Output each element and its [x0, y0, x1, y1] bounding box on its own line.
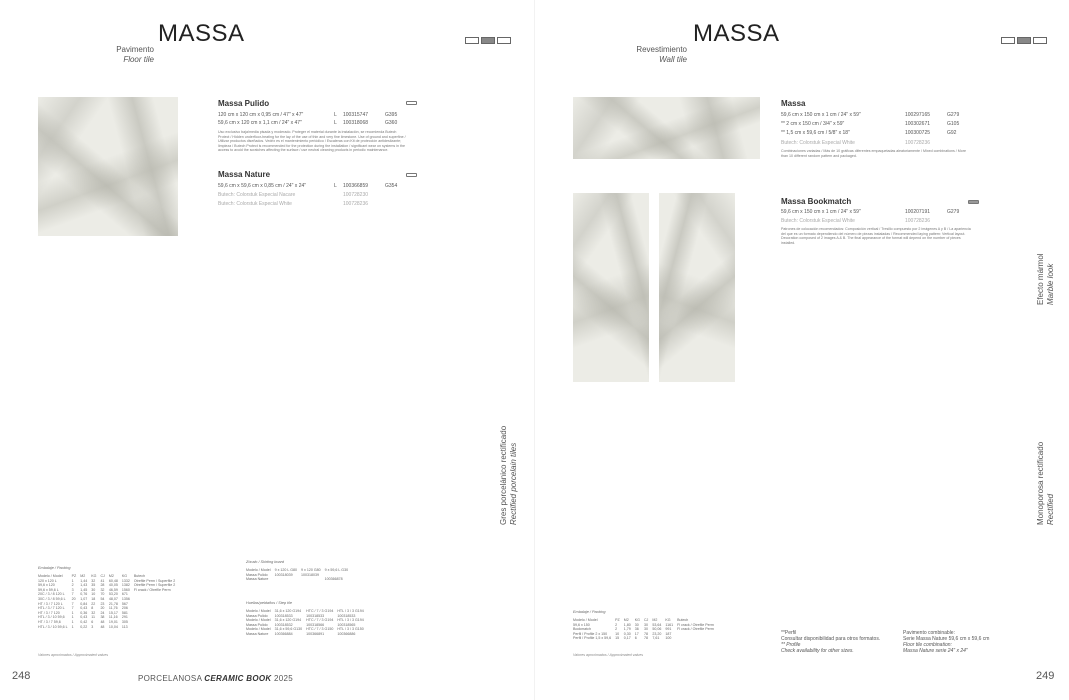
table-cell: 671	[121, 592, 128, 597]
table-cell: 48	[100, 619, 105, 624]
skirting-table	[244, 568, 350, 582]
table-cell: 41	[100, 578, 105, 583]
butech-code: 100728236	[905, 218, 931, 224]
table-cell: Massa Pulido	[246, 613, 268, 618]
table-cell: 0,30	[623, 631, 631, 636]
table-header: 31,6 x 120 G194	[274, 609, 302, 613]
table-cell: 291	[121, 615, 128, 620]
table-cell: 11,76	[108, 606, 118, 611]
combination-footer	[903, 630, 1013, 654]
table-cell: 70	[100, 592, 105, 597]
table-cell: Fl crack / Otrefile Perm	[677, 627, 714, 632]
table-cell: 100	[665, 636, 672, 641]
table-header: Butech	[133, 574, 146, 578]
table-header: Modelo / Model	[246, 568, 271, 572]
size-text: 59,6 cm x 150 cm x 1 cm / 24" x 59"	[781, 112, 861, 118]
table-cell: 30	[634, 622, 639, 627]
profile-note	[781, 630, 891, 654]
look-vertical-label	[1036, 245, 1056, 305]
code-text: 100315747	[343, 112, 369, 118]
table-header: Modelo / Model	[573, 618, 598, 622]
code-text: 100302671	[905, 121, 931, 127]
combination-note: Combinaciones variadas / Más de 10 gráficas diferentes empaquetadas aleatoriamente / Mixed combinations / More than 10 different random pattern and packaged.	[781, 149, 966, 158]
table-header: Modelo / Model	[246, 618, 271, 623]
page-number: 249	[1036, 670, 1055, 682]
table-header: 9 x 120 L G80	[274, 568, 298, 572]
table-header: 31,6 x 59,6 G130	[274, 627, 303, 632]
butech-text: Butech: Colorstuk Especial White	[218, 201, 292, 207]
table-cell: 1	[71, 578, 74, 583]
pack-text: L	[334, 183, 337, 189]
table-cell: 100366878	[324, 577, 343, 582]
butech-code: 100728230	[343, 192, 369, 198]
packing-table	[36, 574, 177, 629]
wall-icon	[1017, 37, 1031, 44]
usage-note: Uso exclusivo baja/media pisada y moderado. Proteger el material durante la instalación, se recomienda Butech Protect / Hidden underfloor-heating for the lay of the use of thin and very fine limestone. Use of ground and superfine / Utilizar productos diseñados. Vedrix es el mantenimiento periódico / Escaleras con Kit de protección antideslizante; limpieza / Butech Protect is recommended for the protection during the installation / significant wear on systems in the access to avoid the scratches affecting the surface / use neutral cleaning products in periodic maintenance.	[218, 130, 406, 153]
floor-icon	[406, 101, 417, 105]
table-cell: 187	[665, 631, 672, 636]
butech-text: Butech: Colorstuk Especial Nacare	[218, 192, 296, 198]
table-cell: 19,01	[108, 619, 118, 624]
table-cell: HTL / 3 / 10 59,6	[38, 615, 65, 620]
size-text: ** 1,5 cm x 59,6 cm / 5/8" x 18"	[781, 130, 850, 136]
table-cell: 0,76	[80, 592, 88, 597]
price-text: G279	[947, 112, 960, 118]
table-cell: 0,43	[80, 615, 88, 620]
table-header: HTL / 3 / 3 G194	[337, 609, 364, 613]
table-row	[571, 636, 716, 641]
table-cell: 53,20	[108, 592, 118, 597]
table-cell: 11,16	[108, 615, 118, 620]
page-subtitle: Pavimento	[116, 45, 154, 54]
material-vertical-label	[1036, 430, 1056, 525]
table-cell: 1356	[121, 596, 130, 601]
table-cell: 8	[91, 606, 94, 611]
table-cell: 7	[71, 592, 74, 597]
table-cell: 1,80	[623, 622, 631, 627]
price-text: G354	[385, 183, 398, 189]
table-cell: Massa Nature	[246, 577, 269, 582]
table-cell: 23	[100, 601, 105, 606]
table-cell: 30	[643, 627, 648, 632]
table-cell: Fl crack / Otrefile Perm	[677, 622, 714, 627]
price-text: G395	[385, 112, 398, 118]
code-text: 100300725	[905, 130, 931, 136]
table-cell: 2	[615, 627, 618, 632]
combination-title-en: Floor tile combination:	[903, 642, 952, 648]
packing-foot: Valores aproximados / Approximated values	[573, 653, 644, 657]
table-cell: 113	[121, 624, 128, 629]
table-cell: 15	[615, 636, 620, 641]
page-title: MASSA	[693, 20, 780, 47]
table-row	[244, 632, 366, 637]
table-cell: Massa Pulido	[246, 622, 268, 627]
price-text: G105	[947, 121, 960, 127]
table-header: HTL / 3 / 3 G194	[337, 618, 364, 623]
table-cell: 1332	[121, 578, 130, 583]
table-cell: HT / 3 / 7 120	[38, 610, 60, 615]
table-cell	[299, 577, 323, 582]
table-cell: 48,07	[108, 596, 118, 601]
table-cell: 78	[643, 636, 648, 641]
table-cell: 100318039	[301, 572, 320, 577]
table-cell: 991	[665, 627, 672, 632]
table-cell: 1	[71, 615, 74, 620]
table-cell: 50,06	[652, 627, 662, 632]
profile-note-title-en: ** Profile	[781, 642, 801, 648]
table-cell: Massa Pulido	[246, 572, 268, 577]
page-subtitle-en: Wall tile	[659, 55, 687, 64]
floor-icon	[1001, 37, 1015, 44]
table-header: 9 x 120 G80	[301, 568, 321, 572]
butech-code: 100728236	[343, 201, 369, 207]
steps-head: Huellas/peldaños / Step tile	[246, 601, 293, 605]
table-cell: 3	[71, 587, 74, 592]
table-cell: 3	[91, 624, 94, 629]
skirting-head: Zócalo / Skirting board	[246, 560, 284, 564]
material-vertical-label	[499, 410, 519, 525]
page-subtitle: Revestimiento	[636, 45, 687, 54]
table-cell: 11	[91, 615, 95, 620]
table-cell: 1,45	[80, 587, 88, 592]
table-cell: 20C / 3 / 8 120 L	[38, 592, 65, 597]
table-cell: 40,05	[108, 583, 118, 588]
table-cell: 0,36	[80, 610, 88, 615]
table-cell: Massa Nature	[246, 631, 269, 636]
price-text: G360	[385, 120, 398, 126]
table-cell: 6	[634, 636, 637, 641]
table-cell: 53,64	[652, 622, 662, 627]
combination-text: Serie Massa Nature 59,6 cm x 59,6 cm	[903, 636, 990, 642]
butech-code: 100728236	[905, 140, 931, 146]
table-header: KG	[634, 618, 640, 622]
table-cell: 59,6 x 120	[38, 583, 55, 588]
table-cell: 1	[71, 610, 74, 615]
table-header: KG	[665, 618, 671, 622]
table-header: HTC / 7 / 3 G194	[306, 609, 334, 613]
table-cell: 100318566	[306, 622, 325, 627]
table-cell: Otrefile Perm / Superfile 2	[133, 578, 176, 583]
table-cell: 1,07	[80, 596, 88, 601]
table-cell: 20	[100, 606, 105, 611]
table-cell: 78	[643, 631, 648, 636]
profile-note-text: Consultar disponibilidad para otros formatos.	[781, 636, 881, 642]
table-cell: 59,6 x 150	[573, 622, 590, 627]
brand-year: 2025	[271, 674, 293, 683]
table-header: M2	[108, 574, 114, 578]
table-cell: 7	[71, 606, 74, 611]
table-cell: 35	[91, 583, 96, 588]
table-header: Modelo / Model	[246, 609, 271, 613]
table-cell: 22	[91, 601, 96, 606]
table-cell: HTL / 3 / 10 59,6 L	[38, 624, 68, 629]
material-label-en: Rectified porcelain tiles	[509, 442, 518, 525]
packing-head: Embalaje / Packing	[573, 610, 606, 614]
table-cell: HTL / 3 / 7 120 L	[38, 606, 65, 611]
table-cell: 1382	[121, 583, 130, 588]
table-cell: 100318533	[274, 613, 293, 618]
table-cell: 32	[91, 578, 96, 583]
usage-icons	[1001, 37, 1047, 44]
table-cell: 567	[121, 601, 128, 606]
page-subtitle-en: Floor tile	[123, 55, 154, 64]
packing-table	[571, 618, 716, 641]
table-cell: Otrefile Perm / Superfile 2	[133, 583, 176, 588]
profile-note-text-en: Check availability for other sizes.	[781, 648, 854, 654]
material-label: Gres porcelánico rectificado	[499, 425, 508, 525]
price-text: G279	[947, 209, 960, 215]
size-text: 59,6 cm x 59,6 cm x 0,85 cm / 24" x 24"	[218, 183, 307, 189]
wall-icon	[481, 37, 495, 44]
table-cell: Perfil / Profile 1,5 x 59,6	[573, 636, 612, 641]
page-title: MASSA	[158, 20, 245, 47]
table-header: Butech	[677, 618, 689, 622]
butech-text: Butech: Colorstuk Especial White	[781, 140, 855, 146]
table-cell: 7	[71, 601, 74, 606]
table-cell: 1	[71, 624, 74, 629]
table-cell: 59,6 x 59,6 L	[38, 587, 59, 592]
table-cell: 7,61	[652, 636, 660, 641]
table-cell: 100318565	[337, 622, 356, 627]
table-cell: Fl crack / Otrefile Perm	[133, 587, 171, 592]
table-header: HTC / 7 / 3 G150	[306, 627, 334, 632]
floor-icon	[406, 173, 417, 177]
table-row	[36, 625, 177, 630]
table-cell: HT / 3 / 7 59,6	[38, 619, 61, 624]
table-cell: 100318533	[306, 613, 325, 618]
table-cell: 15,17	[108, 610, 118, 615]
size-text: 59,6 cm x 120 cm x 1,1 cm / 24" x 47"	[218, 120, 302, 126]
combination-text-en: Massa Nature serie 24" x 24"	[903, 648, 968, 654]
material-label-en: Rectified	[1046, 493, 1055, 525]
packing-foot: Valores aproximados / Approximated values	[38, 653, 109, 657]
table-cell: 10,04	[108, 624, 118, 629]
table-header: Modelo / Model	[38, 574, 63, 578]
butech-text: Butech: Colorstuk Especial White	[781, 218, 855, 224]
table-cell: 1,43	[80, 583, 88, 588]
table-cell: 21,78	[108, 601, 118, 606]
table-cell: 1,44	[80, 578, 88, 583]
table-cell: 28	[100, 583, 105, 588]
usage-icons	[465, 37, 511, 44]
table-cell: 32	[91, 610, 96, 615]
laying-note: Patrones de colocación recomendados: Composición vertical / Tresillo compuesto por 2 imágenes A y B / La apariencia del que es un formato dependiendo del número de piezas instaladas / Recommended laying pattern: Vertical layout. Decoration composed of 2 images A & B. The final appearance of the format will depend on the number of pieces installed.	[781, 227, 971, 245]
table-header: PZ	[71, 574, 77, 578]
pack-text: L	[334, 120, 337, 126]
table-header: HTL / 3 / 3 G150	[337, 627, 364, 632]
left-page	[0, 0, 534, 700]
table-cell: 120 x 120 L	[38, 578, 57, 583]
table-cell: 100366886	[337, 631, 356, 636]
size-text: ** 2 cm x 150 cm / 3/4" x 59"	[781, 121, 845, 127]
table-cell: 100318039	[274, 572, 293, 577]
table-cell: 30	[91, 587, 96, 592]
table-cell: 0,17	[623, 636, 631, 641]
table-cell: 100366891	[306, 631, 325, 636]
table-cell: 23,20	[652, 631, 662, 636]
bookmatch-tile-b	[659, 193, 735, 382]
table-header: CJ	[643, 618, 649, 622]
product-name: Massa	[781, 99, 806, 108]
table-cell: Perfil / Profile 2 x 150	[573, 631, 608, 636]
table-cell: 10	[615, 631, 620, 636]
look-label: Efecto mármol	[1036, 253, 1045, 305]
brand-prefix: PORCELANOSA	[138, 674, 205, 683]
floor-tile-image	[38, 97, 178, 236]
table-cell: 10	[91, 592, 96, 597]
table-cell: 20	[71, 596, 76, 601]
table-header: PZ	[615, 618, 620, 622]
table-cell: 100318533	[337, 613, 356, 618]
table-header: 9 x 59,6 L G30	[324, 568, 349, 572]
pack-text: L	[334, 112, 337, 118]
code-text: 100207191	[905, 209, 931, 215]
table-cell: 24	[100, 610, 105, 615]
table-cell: 0,22	[80, 624, 88, 629]
table-cell: 38	[100, 615, 105, 620]
table-header: CJ	[100, 574, 105, 578]
code-text: 100318068	[343, 120, 369, 126]
right-page	[535, 0, 1069, 700]
table-cell: 2	[615, 622, 618, 627]
table-cell: 305	[121, 619, 128, 624]
material-label: Monoporosa rectificado	[1036, 441, 1045, 525]
table-cell: HT / 3 / 7 120 L	[38, 601, 63, 606]
table-cell: 0,43	[80, 606, 88, 611]
table-cell: 1560	[121, 587, 130, 592]
product-name: Massa Pulido	[218, 99, 270, 108]
table-cell: 17	[634, 631, 639, 636]
floor-icon	[465, 37, 479, 44]
table-cell: 60,48	[108, 578, 118, 583]
table-cell: 30C / 3 / 8 59,6 L	[38, 596, 66, 601]
profile-note-title: **Perfil	[781, 630, 797, 636]
table-cell: 32	[100, 587, 105, 592]
product-name: Massa Nature	[218, 170, 271, 179]
table-cell	[132, 625, 177, 630]
table-cell: 206	[121, 606, 128, 611]
packing-head: Embalaje / Packing	[38, 566, 71, 570]
table-cell: 18	[91, 596, 96, 601]
table-cell: 54	[100, 596, 105, 601]
wall-tile-image	[573, 97, 760, 159]
code-text: 100297165	[905, 112, 931, 118]
table-cell: 0,84	[80, 601, 88, 606]
outdoor-icon	[1033, 37, 1047, 44]
page-number: 248	[12, 670, 31, 682]
table-cell: 6	[91, 619, 94, 624]
size-text: 120 cm x 120 cm x 0,95 cm / 47" x 47"	[218, 112, 304, 118]
table-header: HTC / 7 / 3 G194	[306, 618, 334, 623]
table-header: M2	[623, 618, 629, 622]
table-cell: 100318532	[274, 622, 293, 627]
table-cell	[675, 636, 716, 641]
table-header: Modelo / Model	[246, 627, 271, 632]
table-cell: 581	[121, 610, 128, 615]
outdoor-icon	[497, 37, 511, 44]
brand-footer	[138, 674, 293, 683]
code-text: 100366859	[343, 183, 369, 189]
table-cell: 100366884	[274, 631, 293, 636]
bookmatch-tile-a	[573, 193, 649, 382]
table-cell	[273, 577, 299, 582]
table-header: M2	[652, 618, 658, 622]
table-header: M2	[80, 574, 86, 578]
table-cell: 46,59	[108, 587, 118, 592]
look-label-en: Marble look	[1046, 263, 1055, 305]
combination-title: Pavimento combinable:	[903, 630, 955, 636]
price-text: G92	[947, 130, 957, 136]
wall-icon	[968, 200, 979, 204]
table-cell: 30	[643, 622, 648, 627]
size-text: 59,6 cm x 150 cm x 1 cm / 24" x 59"	[781, 209, 861, 215]
table-cell: 1	[71, 619, 74, 624]
table-cell: 36	[634, 627, 639, 632]
table-row	[244, 577, 350, 582]
product-name: Massa Bookmatch	[781, 197, 852, 206]
table-cell: 48	[100, 624, 105, 629]
table-header: KG	[91, 574, 97, 578]
steps-table	[244, 609, 366, 637]
table-cell: 0,42	[80, 619, 88, 624]
table-cell: 2	[71, 583, 74, 588]
table-cell: 1161	[665, 622, 674, 627]
table-cell: 1,79	[623, 627, 631, 632]
brand-bold: CERAMIC BOOK	[204, 674, 272, 683]
table-header: KG	[121, 574, 128, 578]
table-cell: Bookmatch	[573, 627, 591, 632]
table-header: 31,6 x 120 G194	[274, 618, 302, 623]
